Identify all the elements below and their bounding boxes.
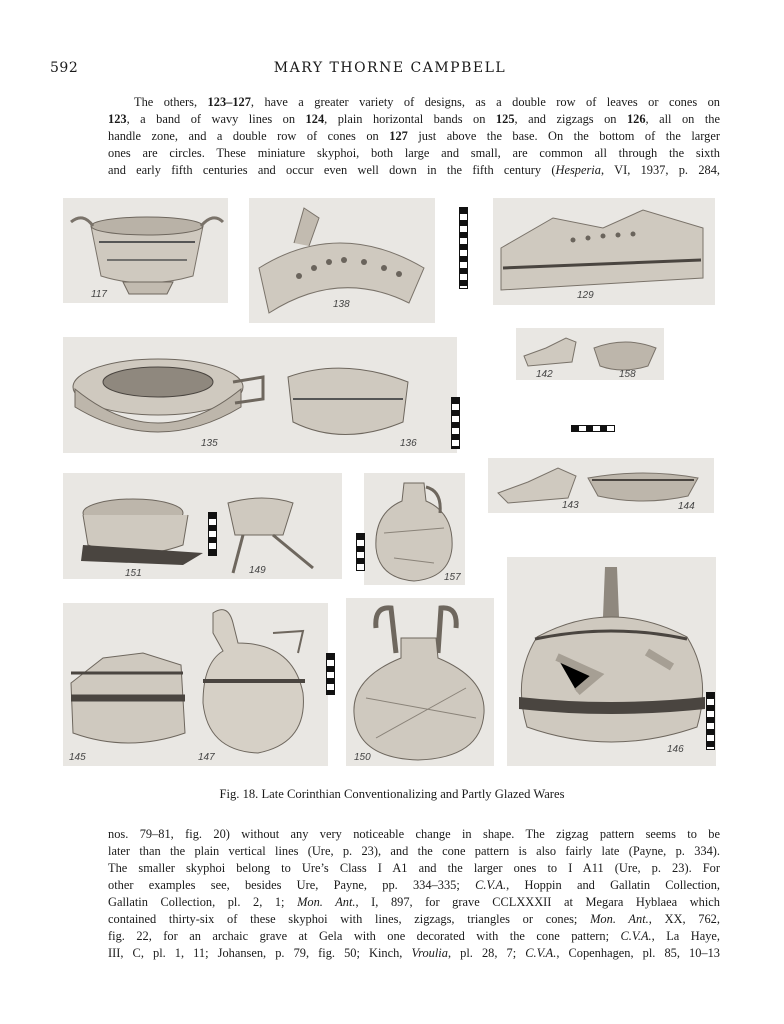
figure-number: 147 (198, 752, 215, 763)
page-number: 592 (50, 60, 79, 76)
figure-number: 117 (91, 289, 107, 300)
scale-bar (706, 692, 715, 750)
photo-135-136 (63, 337, 457, 453)
figure-number: 129 (577, 290, 594, 301)
figure-number: 144 (678, 501, 695, 512)
figure-caption: Fig. 18. Late Corinthian Conventionalizing and Partly Glazed Wares (219, 787, 565, 801)
bottom-paragraph (108, 826, 720, 962)
figure-number: 145 (69, 752, 86, 763)
photo-146 (507, 557, 716, 766)
text-line: III, C, pl. 1, 11; Johansen, p. 79, fig. 50; Kinch, Vroulia, pl. 28, 7; C.V.A., Copenhagen, pl. 85, 10–13 (108, 946, 720, 960)
figure-number: 143 (562, 500, 579, 511)
text-line: fig. 22, for an archaic grave at Gela with one decorated with the cone pattern; C.V.A., La Haye, (108, 929, 720, 943)
scale-bar (356, 533, 365, 571)
text-line: The smaller skyphoi belong to Ure’s Class I A1 and the larger ones to I A11 (Ure, p. 23). For (108, 861, 720, 875)
photo-145-147 (63, 603, 328, 766)
figure-number: 150 (354, 752, 371, 763)
text-line: Gallatin Collection, pl. 2, 1; Mon. Ant., I, 897, for grave CCLXXXII at Megara Hyblaea which (108, 895, 720, 909)
photo-117 (63, 198, 228, 303)
figure-number: 149 (249, 565, 266, 576)
scale-bar (571, 425, 615, 432)
text-line: later than the plain vertical lines (Ure, p. 23), and the cone pattern is also fairly late (Payne, p. 334). (108, 844, 720, 858)
figure-number: 142 (536, 369, 553, 380)
text-line: other examples see, besides Ure, Payne, pp. 334–335; C.V.A., Hoppin and Gallatin Collection, (108, 878, 720, 892)
text-line: ones are circles. These miniature skyphoi, both large and small, are common all through the sixth (108, 146, 720, 160)
figure-number: 135 (201, 438, 218, 449)
figure-number: 138 (333, 299, 350, 310)
photo-129 (493, 198, 715, 305)
running-title: MARY THORNE CAMPBELL (273, 60, 507, 76)
photo-143-144 (488, 458, 714, 513)
text-line: handle zone, and a double row of cones on 127 just above the base. On the bottom of the larger (108, 129, 721, 143)
figure-number: 158 (619, 369, 636, 380)
photo-138 (249, 198, 435, 323)
scale-bar (459, 207, 468, 289)
scale-bar (208, 512, 217, 556)
photo-151-149 (63, 473, 342, 579)
figure-number: 151 (125, 568, 142, 579)
text-line: nos. 79–81, fig. 20) without any very noticeable change in shape. The zigzag pattern seems to be (108, 827, 720, 841)
figure-number: 157 (444, 572, 461, 583)
text-line: and early fifth centuries and occur even well down in the fifth century (Hesperia, VI, 1937, p. 284, (108, 163, 721, 177)
photo-142-158 (516, 328, 664, 380)
photo-150 (346, 598, 494, 766)
photo-157 (364, 473, 465, 585)
scale-bar (326, 653, 335, 695)
figure-number: 136 (400, 438, 417, 449)
figure-number: 146 (667, 744, 684, 755)
text-line: The others, 123–127, have a greater variety of designs, as a double row of leaves or cones on (134, 95, 720, 109)
text-line: 123, a band of wavy lines on 124, plain horizontal bands on 125, and zigzags on 126, all on the (108, 112, 720, 126)
text-line: contained thirty-six of these skyphoi with lines, zigzags, triangles or cones; Mon. Ant., XX, 762, (108, 912, 720, 926)
scale-bar (451, 397, 460, 449)
